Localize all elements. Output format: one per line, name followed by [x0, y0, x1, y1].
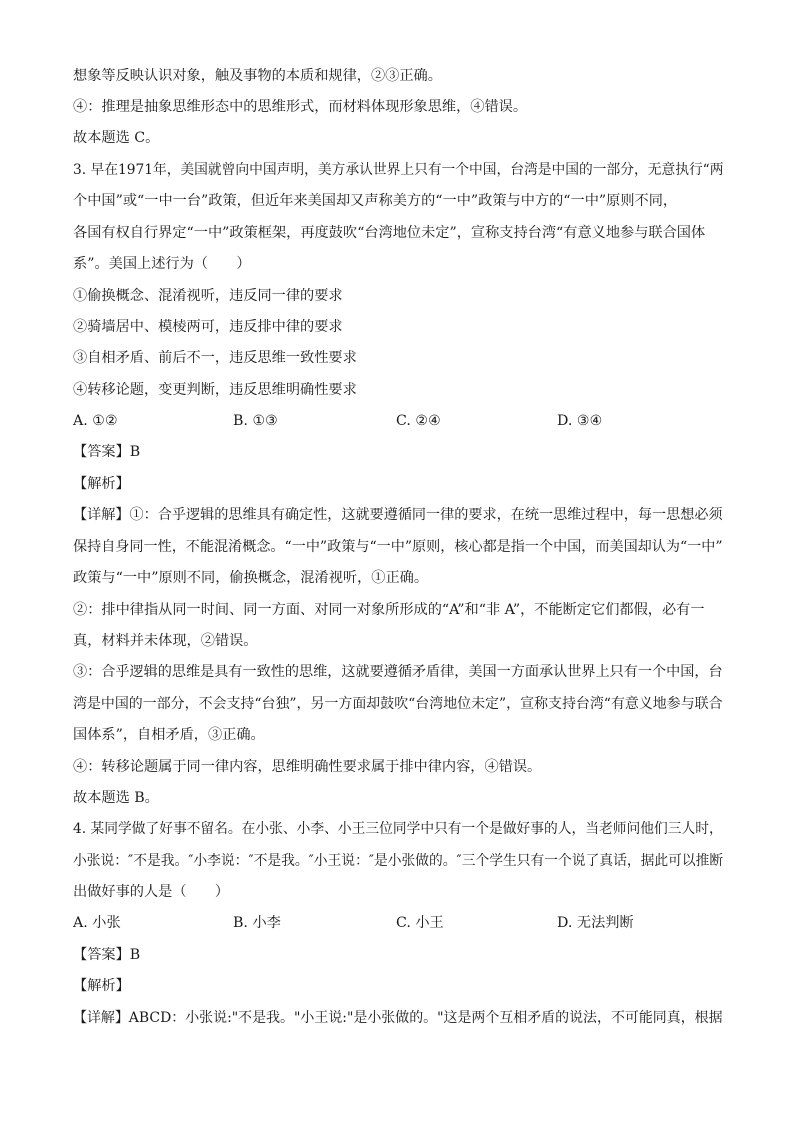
question-3-detail: 政策与“一中”原则不同，偷换概念，混淆视听，①正确。	[73, 570, 429, 586]
question-3-statement: ③自相矛盾、前后不一，违反思维一致性要求	[73, 350, 357, 366]
question-3-analysis-heading: 【解析】	[73, 476, 130, 492]
question-3-statement: ①偷换概念、混淆视听，违反同一律的要求	[73, 288, 343, 304]
text-line: 故本题选 C。	[73, 130, 160, 146]
question-3-statement: ④转移论题，变更判断，违反思维明确性要求	[73, 382, 357, 398]
question-3-detail: 真，材料并未体现，②错误。	[73, 633, 258, 649]
question-3-stem: 3. 早在1971年，美国就曾向中国声明，美方承认世界上只有一个中国，台湾是中国的一部分，无意执行“两	[73, 162, 724, 178]
question-3-option-d: D. ③④	[557, 413, 603, 429]
question-3-detail: 保持自身同一性，不能混淆概念。“一中”政策与“一中”原则，核心都是指一个中国，而美国却认为“一中”	[73, 539, 723, 555]
question-4-answer: 【答案】B	[73, 947, 141, 963]
question-4-analysis-heading: 【解析】	[73, 978, 130, 994]
question-3-option-c: C. ②④	[396, 413, 441, 429]
question-3-detail: ④：转移论题属于同一律内容，思维明确性要求属于排中律内容，④错误。	[73, 759, 542, 775]
question-3-detail: 国体系”，自相矛盾，③正确。	[73, 727, 265, 743]
question-3-answer: 【答案】B	[73, 444, 141, 460]
question-4-option-d: D. 无法判断	[557, 915, 634, 931]
question-3-detail: 湾是中国的一部分，不会支持“台独”，另一方面却鼓吹“台湾地位未定”，宣称支持台湾“有意义地参与联合	[73, 696, 723, 712]
question-3-statement: ②骑墙居中、模棱两可，违反排中律的要求	[73, 319, 343, 335]
text-line: ④：推理是抽象思维形态中的思维形式，而材料体现形象思维，④错误。	[73, 99, 528, 115]
question-4-option-a: A. 小张	[73, 915, 121, 931]
question-4-option-b: B. 小李	[233, 915, 281, 931]
question-3-detail: ②：排中律指从同一时间、同一方面、对同一对象所形成的“A”和“非 A”，不能断定它们都假，必有一	[73, 602, 705, 618]
question-4-option-c: C. 小王	[396, 915, 444, 931]
question-3-detail: ③：合乎逻辑的思维是具有一致性的思维，这就要遵循矛盾律，美国一方面承认世界上只有一个中国，台	[73, 664, 723, 680]
question-3-conclusion: 故本题选 B。	[73, 790, 159, 806]
question-3-stem: 个中国”或“一中一台”政策，但近年来美国却又声称美方的“一中”政策与中方的“一中”原则不同，	[73, 193, 678, 209]
question-3-option-a: A. ①②	[73, 413, 118, 429]
question-4-stem: 小张说：″不是我。″小李说：″不是我。″小王说：″是小张做的。″三个学生只有一个说了真话，据此可以推断	[73, 853, 724, 869]
text-line: 想象等反映认识对象，触及事物的本质和规律，②③正确。	[73, 68, 442, 84]
question-4-detail: 【详解】ABCD：小张说:"不是我。"小王说:"是小张做的。"这是两个互相矛盾的说法，不可能同真，根据	[73, 1010, 723, 1026]
question-3-detail: 【详解】①：合乎逻辑的思维具有确定性，这就要遵循同一律的要求，在统一思维过程中，每一思想必须	[73, 507, 723, 523]
question-3-option-b: B. ①③	[233, 413, 278, 429]
question-3-stem: 各国有权自行界定“一中”政策框架，再度鼓吹“台湾地位未定”，宣称支持台湾“有意义地参与联合国体	[73, 225, 706, 241]
question-4-stem: 出做好事的人是（ ）	[73, 884, 230, 900]
question-3-stem: 系”。美国上述行为（ ）	[73, 256, 251, 272]
question-4-stem: 4. 某同学做了好事不留名。在小张、小李、小王三位同学中只有一个是做好事的人，当老师问他们三人时，	[73, 821, 723, 837]
